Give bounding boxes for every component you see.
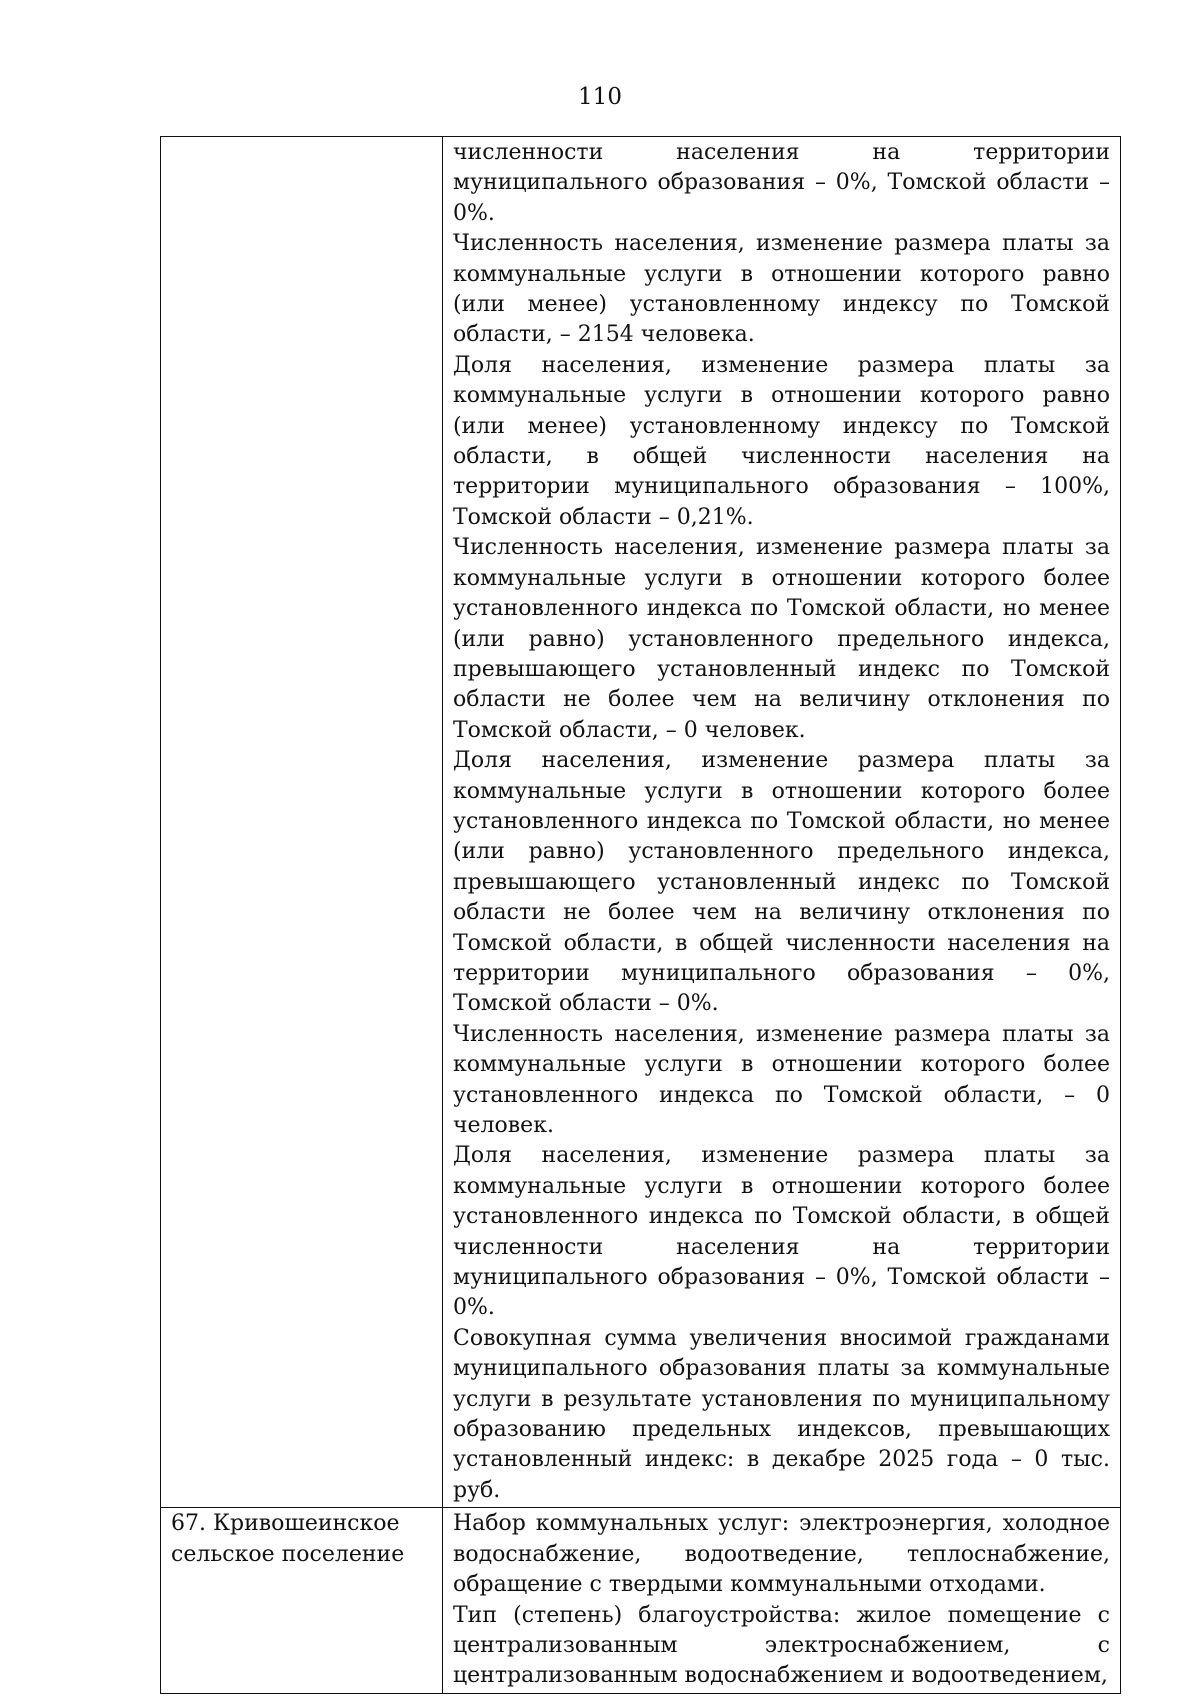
table-row <box>161 1508 1121 1693</box>
municipality-name-line: сельское поселение <box>171 1541 405 1567</box>
municipality-cell <box>161 137 443 1508</box>
paragraph: Численность населения, изменение размера платы за коммунальные услуги в отношении которого более установленного индекса по Томской области, но менее (или равно) установленного предельного индекса, превышающего установленный индекс по Томской области не более чем на величину отклонения по Томской области, – 0 человек. <box>453 535 1110 743</box>
paragraph: Численность населения, изменение размера платы за коммунальные услуги в отношении которого равно (или менее) установленному индексу по Томской области, – 2154 человека. <box>453 231 1110 348</box>
municipality-cell <box>161 1508 443 1693</box>
description-cell <box>443 1508 1121 1693</box>
paragraph: Набор коммунальных услуг: электроэнергия, холодное водоснабжение, водоотведение, теплоснабжение, обращение с твердыми коммунальными отходами. <box>453 1511 1110 1598</box>
paragraph: Доля населения, изменение размера платы за коммунальные услуги в отношении которого более установленного индекса по Томской области, в общей численности населения на территории муниципального образования – 0%, Томской области – 0%. <box>453 1143 1110 1321</box>
paragraph: Тип (степень) благоустройства: жилое помещение с централизованным электроснабжением, с централизованным водоснабжением и водоотведением, <box>453 1602 1110 1689</box>
paragraph: Численность населения, изменение размера платы за коммунальные услуги в отношении которого более установленного индекса по Томской области, – 0 человек. <box>453 1021 1110 1138</box>
table-row <box>161 137 1121 1508</box>
paragraph: численности населения на территории муниципального образования – 0%, Томской области – 0%. <box>453 140 1110 226</box>
municipal-indices-table <box>160 136 1121 1694</box>
paragraph: Совокупная сумма увеличения вносимой гражданами муниципального образования платы за коммунальные услуги в результате установления по муниципальному образованию предельных индексов, превышающих установленный индекс: в декабре 2025 года – 0 тыс. руб. <box>453 1325 1110 1503</box>
page-number: 110 <box>578 84 622 110</box>
description-cell <box>443 137 1121 1508</box>
municipality-name-line: 67. Кривошеинское <box>171 1511 400 1537</box>
paragraph: Доля населения, изменение размера платы за коммунальные услуги в отношении которого более установленного индекса по Томской области, но менее (или равно) установленного предельного индекса, превышающего установленный индекс по Томской области не более чем на величину отклонения по Томской области, в общей численности населения на территории муниципального образования – 0%, Томской области – 0%. <box>453 748 1110 1017</box>
paragraph: Доля населения, изменение размера платы за коммунальные услуги в отношении которого равно (или менее) установленному индексу по Томской области, в общей численности населения на территории муниципального образования – 100%, Томской области – 0,21%. <box>453 352 1110 530</box>
